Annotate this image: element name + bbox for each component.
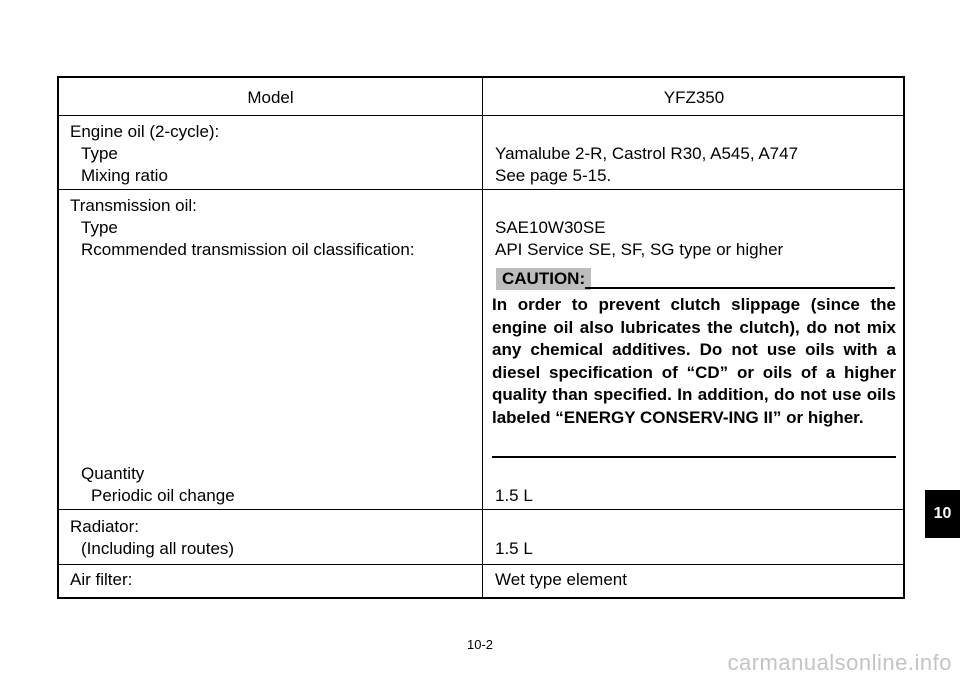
engine-oil-title: Engine oil (2-cycle): [70, 122, 220, 141]
transmission-oil-periodic-label: Periodic oil change [91, 486, 235, 505]
transmission-oil-type-value: SAE10W30SE [495, 218, 606, 237]
radiator-title: Radiator: [70, 517, 139, 536]
header-model-label: Model [247, 88, 294, 107]
caution-bottom-rule [492, 456, 896, 458]
table-row-radiator [59, 509, 903, 565]
specification-table [57, 76, 905, 599]
header-model-value: YFZ350 [663, 88, 725, 107]
air-filter-value: Wet type element [495, 570, 627, 589]
air-filter-label: Air filter: [70, 570, 133, 589]
engine-oil-type-value: Yamalube 2-R, Castrol R30, A545, A747 [495, 144, 799, 163]
table-row-air-filter [59, 564, 903, 597]
transmission-oil-quantity-label: Quantity [81, 464, 145, 483]
table-row-engine-oil [59, 115, 903, 190]
caution-label: CAUTION: [496, 268, 591, 290]
engine-oil-type-label: Type [81, 144, 118, 163]
watermark: carmanualsonline.info [727, 650, 952, 675]
engine-oil-mixing-value: See page 5-15. [495, 166, 612, 185]
transmission-oil-type-label: Type [81, 218, 118, 237]
chapter-tab: 10 [925, 490, 960, 538]
radiator-routes-label: (Including all routes) [81, 539, 235, 558]
table-header-row [59, 78, 903, 116]
page-number: 10-2 [466, 637, 494, 652]
caution-top-rule [585, 287, 895, 289]
transmission-oil-classification-value: API Service SE, SF, SG type or higher [495, 240, 784, 259]
radiator-routes-value: 1.5 L [495, 539, 533, 558]
engine-oil-mixing-label: Mixing ratio [81, 166, 168, 185]
transmission-oil-periodic-value: 1.5 L [495, 486, 533, 505]
transmission-oil-title: Transmission oil: [70, 196, 197, 215]
caution-text: In order to prevent clutch slippage (since the engine oil also lubricates the clutch), do not mix any chemical additives. Do not use oils with a diesel specification of “CD” or oils of a higher quality than specified. In addition, do not use oils labeled “ENERGY CONSERV-ING II” or higher. [492, 295, 896, 427]
transmission-oil-classification-label: Rcommended transmission oil classification: [81, 240, 415, 259]
table-row-transmission-oil [59, 189, 903, 510]
